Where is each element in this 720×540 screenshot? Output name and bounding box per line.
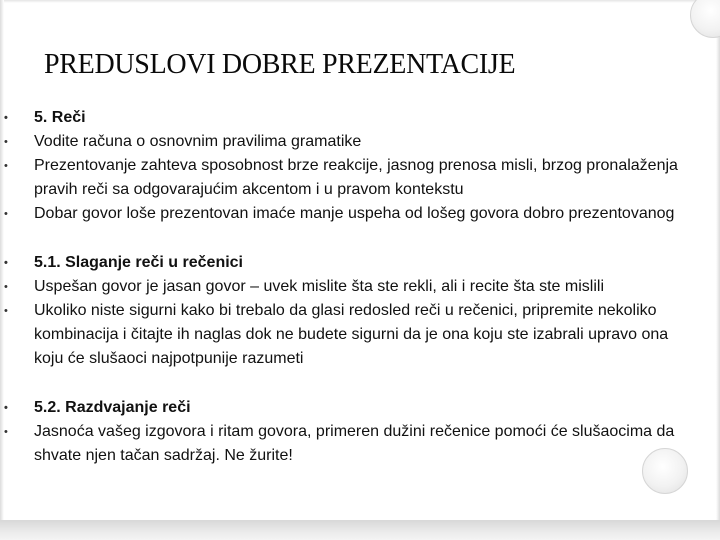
section-word-order <box>0 251 720 371</box>
section-word-separation <box>0 396 720 468</box>
slide-title: PREDUSLOVI DOBRE PREZENTACIJE <box>44 49 516 80</box>
decorative-circle-top <box>690 0 720 38</box>
list-item <box>0 130 684 154</box>
bullet-icon: • <box>4 160 8 172</box>
list-item <box>0 275 684 299</box>
list-item-text: Ukoliko niste sigurni kako bi trebalo da glasi redosled reči u rečenici, pripremite nekoliko kombinacija i čitajte ih naglas dok ne budete sigurni da je ona koju ste izabrali upravo ona koju će slušaoci najpotpunije razumeti <box>34 302 669 367</box>
list-item-text: 5.1. Slaganje reči u rečenici <box>34 254 243 271</box>
bullet-icon: • <box>4 402 8 414</box>
list-item <box>0 420 684 468</box>
slide-bottom-bar <box>0 520 720 540</box>
bullet-icon: • <box>4 136 8 148</box>
bullet-icon: • <box>4 426 8 438</box>
bullet-icon: • <box>4 257 8 269</box>
list-item <box>0 202 684 226</box>
list-item-text: Dobar govor loše prezentovan imaće manje uspeha od lošeg govora dobro prezentovanog <box>34 205 675 222</box>
bullet-list <box>0 106 720 468</box>
list-item <box>0 299 684 371</box>
list-item-text: Jasnoća vašeg izgovora i ritam govora, primeren dužini rečenice pomoći će slušaocima da shvate njen tačan sadržaj. Ne žurite! <box>34 423 675 464</box>
list-item-text: Prezentovanje zahteva sposobnost brze reakcije, jasnog prenosa misli, brzog pronalaženja pravih reči sa odgovarajućim akcentom i u pravom kontekstu <box>34 157 678 198</box>
list-item-text: Uspešan govor je jasan govor – uvek mislite šta ste rekli, ali i recite šta ste mislili <box>34 278 604 295</box>
list-item <box>0 251 684 275</box>
list-item-text: Vodite računa o osnovnim pravilima gramatike <box>34 133 362 150</box>
section-words <box>0 106 720 226</box>
list-item-text: 5. Reči <box>34 109 86 126</box>
list-item <box>0 154 684 202</box>
bullet-icon: • <box>4 208 8 220</box>
bullet-icon: • <box>4 112 8 124</box>
bullet-icon: • <box>4 281 8 293</box>
section-spacer <box>0 371 720 396</box>
section-spacer <box>0 226 720 251</box>
list-item-text: 5.2. Razdvajanje reči <box>34 399 191 416</box>
slide-top-border <box>0 0 720 3</box>
bullet-icon: • <box>4 305 8 317</box>
list-item <box>0 106 684 130</box>
list-item <box>0 396 684 420</box>
